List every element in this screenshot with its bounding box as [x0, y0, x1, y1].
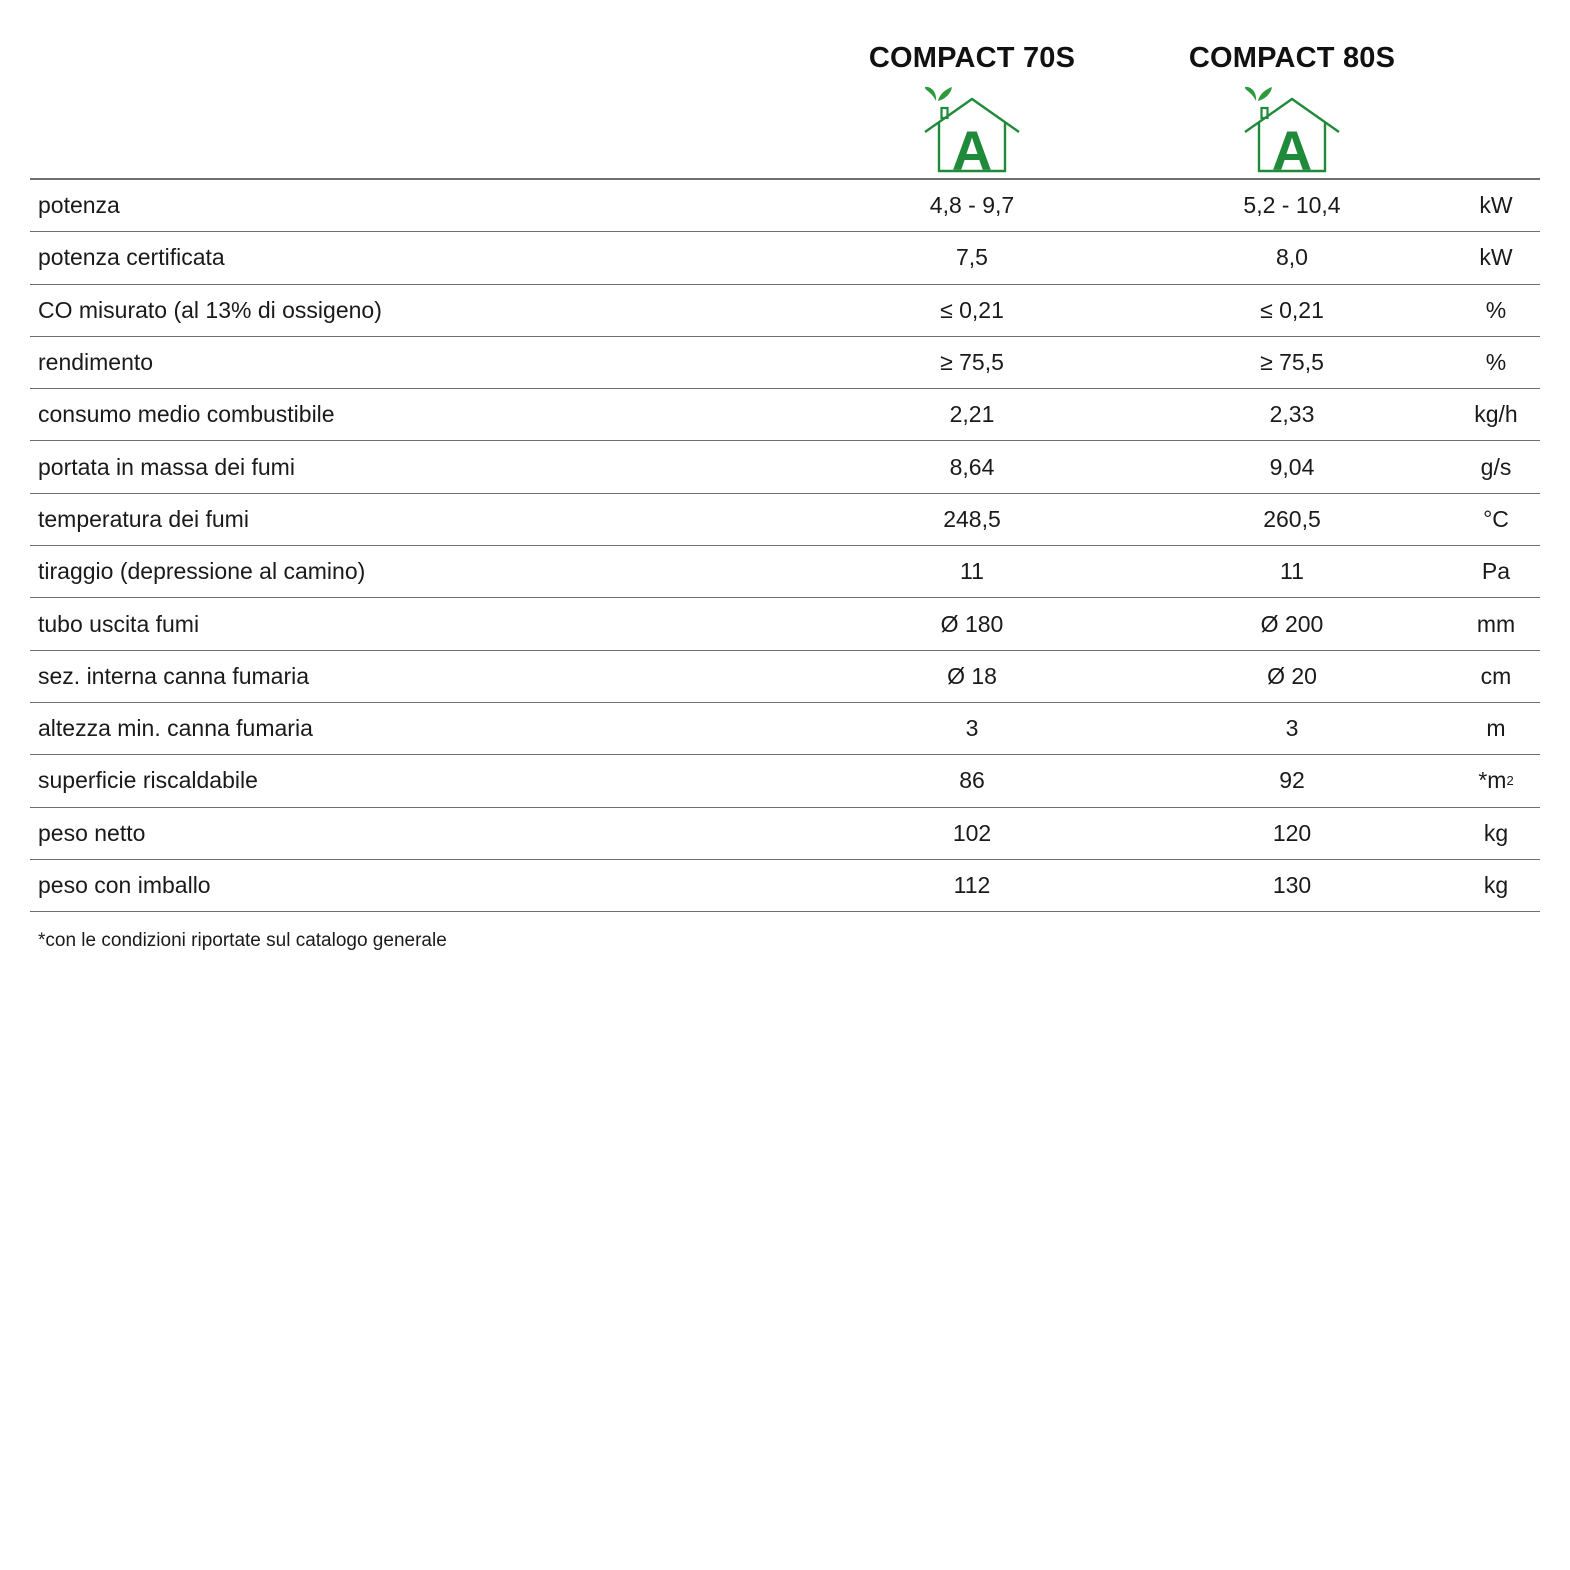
unit: cm: [1480, 662, 1512, 689]
unit: g/s: [1480, 453, 1512, 480]
table-row: [30, 494, 1540, 546]
value-model-1: 8,64: [949, 453, 995, 480]
unit: kg/h: [1474, 401, 1518, 428]
value-model-2: 92: [1279, 767, 1305, 794]
value-model-1: 3: [965, 715, 979, 742]
table-row: [30, 755, 1540, 807]
value-model-1: 102: [952, 819, 992, 846]
unit: m: [1486, 715, 1506, 742]
value-model-1: 7,5: [956, 244, 988, 271]
spec-label: sez. interna canna fumaria: [38, 662, 310, 689]
table-row: [30, 808, 1540, 860]
unit: kW: [1479, 192, 1513, 219]
table-row: [30, 546, 1540, 598]
value-model-2: 3: [1285, 715, 1299, 742]
value-model-2: Ø 200: [1260, 610, 1324, 637]
table-row: [30, 180, 1540, 232]
spec-label: altezza min. canna fumaria: [38, 715, 313, 742]
table-row: [30, 285, 1540, 337]
spec-label: consumo medio combustibile: [38, 401, 335, 428]
value-model-2: 130: [1272, 872, 1312, 898]
footnote: *con le condizioni riportate sul catalogo generale: [38, 930, 447, 952]
value-model-1: 248,5: [943, 505, 1001, 532]
unit: °C: [1483, 505, 1509, 532]
spec-label: peso con imballo: [38, 872, 211, 898]
value-model-1: 112: [953, 872, 991, 898]
value-model-1: 86: [959, 767, 985, 794]
spec-rows: [30, 180, 1540, 912]
unit: %: [1485, 296, 1507, 323]
value-model-1: ≤ 0,21: [940, 296, 1004, 323]
value-model-2: 5,2 - 10,4: [1243, 192, 1341, 219]
value-model-2: 2,33: [1269, 401, 1315, 428]
unit: [1452, 755, 1540, 806]
spec-sheet: [30, 0, 1540, 952]
unit: kg: [1483, 872, 1509, 898]
energy-class-letter: A: [1271, 119, 1313, 176]
energy-class-house-icon: [1242, 84, 1342, 176]
unit: kW: [1479, 244, 1513, 271]
model-name: COMPACT 70S: [868, 42, 1076, 74]
table-row: [30, 598, 1540, 650]
unit: Pa: [1481, 558, 1511, 585]
energy-class-house-icon: [922, 84, 1022, 176]
table-row: [30, 703, 1540, 755]
table-row: [30, 389, 1540, 441]
value-model-1: Ø 18: [947, 662, 997, 689]
value-model-1: 2,21: [949, 401, 995, 428]
spec-label: potenza: [38, 192, 120, 219]
value-model-1: 4,8 - 9,7: [929, 192, 1015, 219]
spec-label: potenza certificata: [38, 244, 225, 271]
spec-label: peso netto: [38, 819, 146, 846]
value-model-2: ≥ 75,5: [1260, 349, 1324, 376]
table-row: [30, 441, 1540, 493]
value-model-2: Ø 20: [1267, 662, 1317, 689]
spec-label: tiraggio (depressione al camino): [38, 558, 366, 585]
value-model-2: 9,04: [1269, 453, 1315, 480]
spec-label: rendimento: [38, 349, 154, 376]
value-model-1: 11: [960, 558, 984, 585]
value-model-1: ≥ 75,5: [940, 349, 1004, 376]
value-model-1: Ø 180: [940, 610, 1004, 637]
value-model-2: 8,0: [1276, 244, 1308, 271]
unit-superscript: 2: [1506, 773, 1514, 789]
spec-label: temperatura dei fumi: [38, 505, 249, 532]
spec-label: tubo uscita fumi: [38, 610, 200, 637]
model-column-2: [1132, 40, 1452, 176]
unit: %: [1485, 349, 1507, 376]
value-model-2: 260,5: [1263, 505, 1321, 532]
spec-label: superficie riscaldabile: [38, 767, 258, 794]
unit-text: *m: [1478, 767, 1507, 794]
model-column-1: [812, 40, 1132, 176]
spec-label: CO misurato (al 13% di ossigeno): [38, 296, 382, 323]
unit: kg: [1483, 819, 1509, 846]
table-row: [30, 232, 1540, 284]
spec-label: portata in massa dei fumi: [38, 453, 295, 480]
value-model-2: ≤ 0,21: [1260, 296, 1324, 323]
unit: mm: [1476, 610, 1516, 637]
table-row: [30, 860, 1540, 912]
energy-class-letter: A: [951, 119, 993, 176]
value-model-2: 120: [1272, 819, 1312, 846]
model-name: COMPACT 80S: [1188, 42, 1396, 74]
value-model-2: 11: [1280, 558, 1304, 585]
table-row: [30, 651, 1540, 703]
table-row: [30, 337, 1540, 389]
table-header: [30, 0, 1540, 180]
